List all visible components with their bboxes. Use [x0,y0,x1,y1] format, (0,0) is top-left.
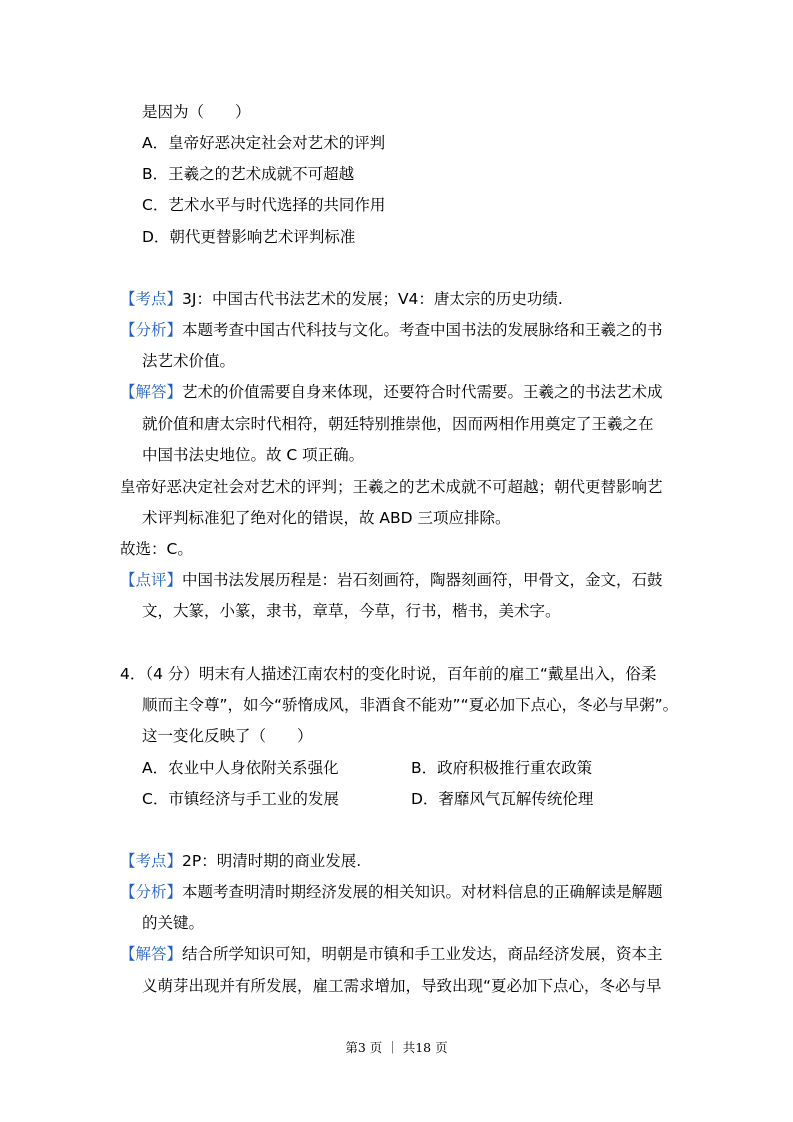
q3-option-c: C．艺术水平与时代选择的共同作用 [142,196,386,214]
q4-fenxi-line1 [120,882,663,902]
q3-jieda-line5: 术评判标准犯了绝对化的错误，故 ABD 三项应排除。 [142,509,511,527]
dianping-text: 中国书法发展历程是：岩石刻画符，陶器刻画符，甲骨文，金文，石鼓 [182,571,663,589]
kaodian-tag: 【考点】 [120,290,183,308]
q3-answer: 故选：C。 [120,540,193,558]
q4-option-d: D．奢靡风气瓦解传统伦理 [411,790,594,808]
jieda-text: 艺术的价值需要自身来体现，还要符合时代需要。王羲之的书法艺术成 [182,383,663,401]
q4-fenxi-line2: 的关键。 [142,914,205,932]
q3-jieda-line3: 中国书法史地位。故 C 项正确。 [142,446,365,464]
fenxi-text: 本题考查明清时期经济发展的相关知识。对材料信息的正确解读是解题 [182,883,663,901]
fenxi-tag: 【分析】 [120,883,183,901]
q3-fenxi-line1 [120,320,663,340]
kaodian-tag: 【考点】 [120,852,183,870]
dianping-tag: 【点评】 [120,571,183,589]
fenxi-tag: 【分析】 [120,321,183,339]
kaodian-text: 2P：明清时期的商业发展. [182,852,362,870]
q3-dianping-line1 [120,570,663,590]
kaodian-text: 3J：中国古代书法艺术的发展；V4：唐太宗的历史功绩. [182,290,563,308]
q4-jieda-line2: 义萌芽出现并有所发展，雇工需求增加，导致出现“夏必加下点心，冬必与早 [142,977,662,995]
q4-stem-line3: 这一变化反映了（ ） [142,727,313,745]
q3-jieda-line1 [120,382,663,402]
q3-jieda-line2: 就价值和唐太宗时代相符，朝廷特别推崇他，因而两相作用奠定了王羲之在 [142,415,654,433]
q3-option-d: D．朝代更替影响艺术评判标准 [142,228,356,246]
q3-stem-tail: 是因为（ ） [142,103,251,121]
q4-kaodian [120,851,361,871]
fenxi-text: 本题考查中国古代科技与文化。考查中国书法的发展脉络和王羲之的书 [182,321,663,339]
jieda-text: 结合所学知识可知，明朝是市镇和手工业发达，商品经济发展，资本主 [182,945,663,963]
q4-stem-line2: 顺而主令尊”，如今“骄惰成风，非酒食不能劝”“夏必加下点心，冬必与早粥”。 [142,696,679,714]
q3-option-a: A．皇帝好恶决定社会对艺术的评判 [142,134,386,152]
q3-option-b: B．王羲之的艺术成就不可超越 [142,165,355,183]
q3-jieda-line4: 皇帝好恶决定社会对艺术的评判；王羲之的艺术成就不可超越；朝代更替影响艺 [120,478,663,496]
q3-kaodian [120,289,563,309]
jieda-tag: 【解答】 [120,383,183,401]
page-footer: 第3 页 ｜ 共18 页 [345,1040,448,1055]
q4-option-c: C．市镇经济与手工业的发展 [142,790,339,808]
q4-stem-line1: 4．（4 分）明末有人描述江南农村的变化时说，百年前的雇工“戴星出入，俗柔 [120,665,657,683]
q3-dianping-line2: 文，大篆，小篆，隶书，章草，今草，行书，楷书，美术字。 [142,602,561,620]
q4-option-a: A．农业中人身依附关系强化 [142,759,339,777]
jieda-tag: 【解答】 [120,945,183,963]
q4-option-b: B．政府积极推行重农政策 [411,759,593,777]
q4-jieda-line1 [120,944,663,964]
q3-fenxi-line2: 法艺术价值。 [142,352,236,370]
